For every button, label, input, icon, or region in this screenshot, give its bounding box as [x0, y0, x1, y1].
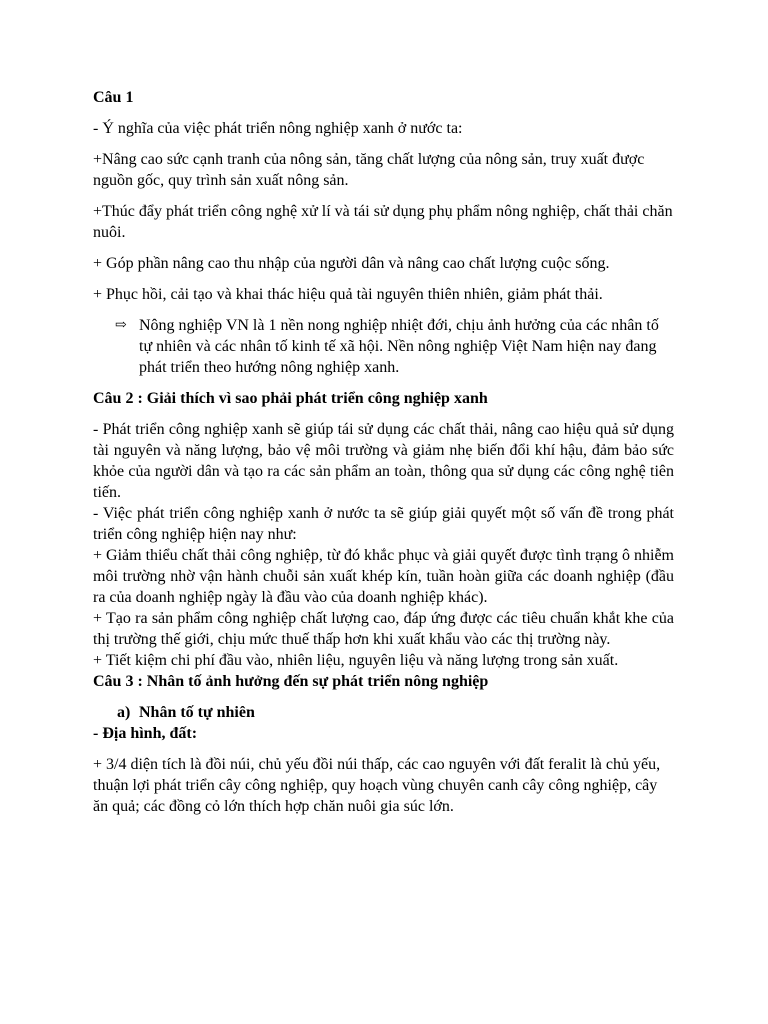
- cau-1-point-4: + Phục hồi, cải tạo và khai thác hiệu quả tài nguyên thiên nhiên, giảm phát thải.: [93, 286, 603, 303]
- cau-1-point-2: +Thúc đẩy phát triển công nghệ xử lí và tái sử dụng phụ phẩm nông nghiệp, chất thải chăn nuôi.: [93, 203, 673, 241]
- cau-1-conclusion-text: Nông nghiệp VN là 1 nền nong nghiệp nhiệt đới, chịu ảnh hưởng của các nhân tố tự nhiên và các nhân tố kinh tế xã hội. Nền nông nghiệp Việt Nam hiện nay đang phát triển theo hướng nông nghiệp xanh.: [139, 317, 659, 376]
- cau-2-point-3: + Tiết kiệm chi phí đầu vào, nhiên liệu, nguyên liệu và năng lượng trong sản xuất.: [93, 652, 619, 669]
- cau-1-point-3: + Góp phần nâng cao thu nhập của người dân và nâng cao chất lượng cuộc sống.: [93, 255, 610, 272]
- heading-cau-2: Câu 2 : Giải thích vì sao phải phát triển công nghiệp xanh: [93, 390, 488, 407]
- arrow-right-icon: ⇨: [115, 318, 127, 333]
- heading-cau-3: Câu 3 : Nhân tố ảnh hưởng đến sự phát triển nông nghiệp: [93, 673, 489, 690]
- cau-1-point-1: +Nâng cao sức cạnh tranh của nông sản, tăng chất lượng của nông sản, truy xuất được nguồn gốc, quy trình sản xuất nông sản.: [93, 151, 645, 189]
- heading-cau-1: Câu 1: [93, 89, 134, 106]
- cau-2-point-1: + Giảm thiểu chất thải công nghiệp, từ đó khắc phục và giải quyết được tình trạng ô nhiễm môi trường nhờ vận hành chuỗi sản xuất khép kín, tuần hoàn giữa các doanh nghiệp (đầu ra của doanh nghiệp ngày là đầu vào của doanh nghiệp khác).: [93, 547, 674, 606]
- section-a-title: Nhân tố tự nhiên: [139, 704, 255, 721]
- cau-2-paragraph-1: - Phát triển công nghiệp xanh sẽ giúp tái sử dụng các chất thải, nâng cao hiệu quả sử dụng tài nguyên và năng lượng, bảo vệ môi trường và giảm nhẹ biến đổi khí hậu, đảm bảo sức khỏe của người dân và tạo ra các sản phẩm an toàn, thông qua sử dụng các công nghệ tiên tiến.: [93, 421, 674, 501]
- cau-3-section-a: [117, 702, 674, 723]
- document-body: [93, 87, 674, 817]
- section-a-subheading: - Địa hình, đất:: [93, 725, 198, 742]
- cau-2-point-2: + Tạo ra sản phẩm công nghiệp chất lượng cao, đáp ứng được các tiêu chuẩn khắt khe của thị trường thế giới, chịu mức thuế thấp hơn khi xuất khẩu vào các thị trường này.: [93, 610, 674, 648]
- cau-3-point-1: + 3/4 diện tích là đồi núi, chủ yếu đồi núi thấp, các cao nguyên với đất feralit là chủ yếu, thuận lợi phát triển cây công nghiệp, quy hoạch vùng chuyên canh cây công nghiệp, cây ăn quả; các đồng cỏ lớn thích hợp chăn nuôi gia súc lớn.: [93, 756, 661, 815]
- cau-1-conclusion: [115, 315, 674, 378]
- cau-2-paragraph-2: - Việc phát triển công nghiệp xanh ở nước ta sẽ giúp giải quyết một số vấn đề trong phát triển công nghiệp hiện nay như:: [93, 505, 674, 543]
- cau-1-intro: - Ý nghĩa của việc phát triển nông nghiệp xanh ở nước ta:: [93, 120, 463, 137]
- section-a-marker: a): [117, 704, 131, 721]
